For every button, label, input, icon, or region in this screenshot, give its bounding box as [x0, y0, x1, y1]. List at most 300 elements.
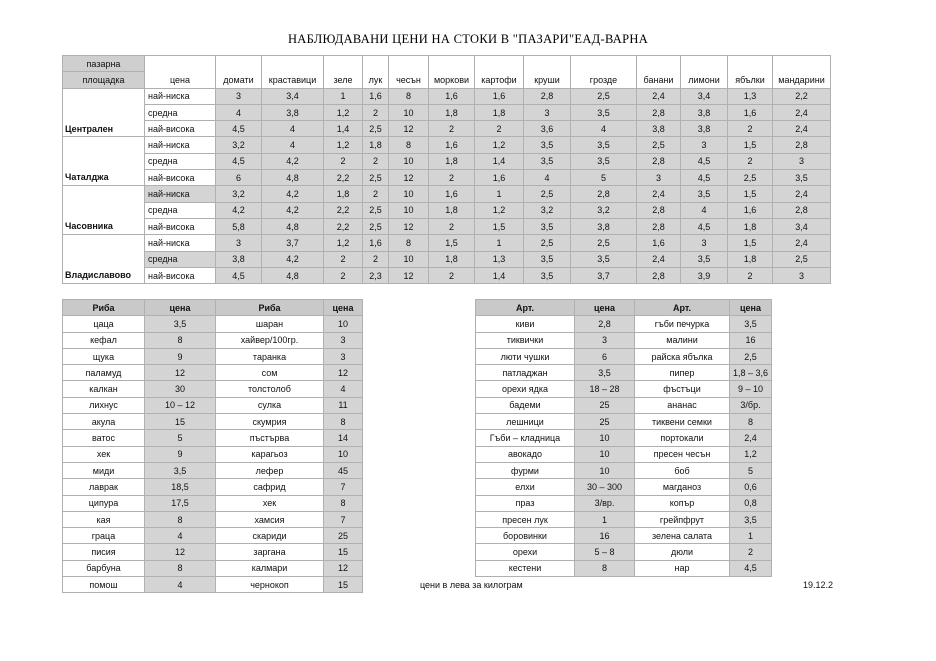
market-name: Централен — [63, 121, 145, 137]
price-value: 8 — [145, 332, 216, 348]
price-value: 1,5 — [475, 218, 524, 234]
price-type: най-висока — [145, 170, 216, 186]
price-value: 1 — [475, 235, 524, 251]
fish-name: сафрид — [216, 479, 324, 495]
price-value: 3,8 — [681, 104, 728, 120]
price-value: 1,6 — [429, 88, 475, 104]
footer-note: цени в лева за килограм — [420, 580, 523, 590]
page-title: НАБЛЮДАВАНИ ЦЕНИ НА СТОКИ В "ПАЗАРИ"ЕАД-ВАРНА — [287, 32, 649, 46]
price-value: 2,2 — [324, 202, 363, 218]
price-value: 1,8 — [429, 104, 475, 120]
table-row — [476, 462, 772, 478]
price-value: 4 — [324, 381, 363, 397]
price-value: 1,2 — [475, 137, 524, 153]
price-value: 16 — [575, 528, 635, 544]
price-row — [63, 235, 831, 251]
table-row — [476, 430, 772, 446]
header-market: площадка — [63, 72, 145, 88]
price-value: 2,4 — [773, 235, 831, 251]
product-header: чесън — [389, 56, 429, 89]
item-name: гъби печурка — [635, 316, 730, 332]
price-value: 1,6 — [728, 202, 773, 218]
product-header: банани — [637, 56, 681, 89]
price-value: 1,4 — [475, 267, 524, 283]
fish-name: кефал — [63, 332, 145, 348]
price-value: 2 — [730, 544, 772, 560]
price-value: 1,8 – 3,6 — [730, 365, 772, 381]
market-name: Часовника — [63, 218, 145, 234]
item-name: фъстъци — [635, 381, 730, 397]
fish-name: хайвер/100гр. — [216, 332, 324, 348]
price-value: 4,8 — [262, 267, 324, 283]
price-value: 1 — [324, 88, 363, 104]
price-value: 12 — [324, 365, 363, 381]
price-value: 2,4 — [773, 186, 831, 202]
price-value: 3,5 — [145, 462, 216, 478]
price-type: средна — [145, 153, 216, 169]
product-header: ябълки — [728, 56, 773, 89]
item-name: боб — [635, 462, 730, 478]
price-value: 3,8 — [216, 251, 262, 267]
price-value: 2 — [728, 153, 773, 169]
fish-name: скумрия — [216, 414, 324, 430]
price-value: 1,6 — [429, 186, 475, 202]
product-header: моркови — [429, 56, 475, 89]
price-value: 15 — [324, 544, 363, 560]
item-name: лешници — [476, 414, 575, 430]
price-value: 3 — [524, 104, 571, 120]
price-value: 3,5 — [571, 104, 637, 120]
table-row — [63, 414, 363, 430]
table-row — [63, 544, 363, 560]
price-value: 3 — [637, 170, 681, 186]
price-value: 3 — [773, 267, 831, 283]
price-value: 4,2 — [262, 186, 324, 202]
price-value: 4,5 — [681, 153, 728, 169]
item-name: тиквички — [476, 332, 575, 348]
price-value: 3,5 — [524, 153, 571, 169]
product-header: зеле — [324, 56, 363, 89]
price-value: 3 — [324, 332, 363, 348]
price-value: 2,8 — [637, 202, 681, 218]
market-name — [63, 153, 145, 169]
price-value: 2,2 — [324, 170, 363, 186]
price-value: 1,2 — [475, 202, 524, 218]
fish-header: Риба — [216, 300, 324, 316]
price-value: 8 — [145, 560, 216, 576]
market-name — [63, 186, 145, 202]
price-value: 4,2 — [262, 153, 324, 169]
item-name: кестени — [476, 560, 575, 576]
price-value: 1,4 — [475, 153, 524, 169]
price-value: 4,5 — [730, 560, 772, 576]
price-value: 4 — [145, 528, 216, 544]
price-value: 3,2 — [524, 202, 571, 218]
table-row — [63, 479, 363, 495]
item-name: елхи — [476, 479, 575, 495]
price-value: 8 — [389, 88, 429, 104]
price-value: 17,5 — [145, 495, 216, 511]
item-name: праз — [476, 495, 575, 511]
table-row — [476, 414, 772, 430]
price-value: 4,5 — [216, 267, 262, 283]
price-value: 4 — [216, 104, 262, 120]
price-value: 1 — [575, 511, 635, 527]
table-row — [63, 560, 363, 576]
price-value: 3,5 — [524, 267, 571, 283]
product-header: домати — [216, 56, 262, 89]
price-value: 12 — [389, 267, 429, 283]
price-row — [63, 88, 831, 104]
price-row — [63, 153, 831, 169]
item-name: зелена салата — [635, 528, 730, 544]
fish-name: граца — [63, 528, 145, 544]
price-value: 2 — [429, 267, 475, 283]
price-value: 12 — [389, 218, 429, 234]
price-value: 3,5 — [730, 316, 772, 332]
price-value: 3,4 — [262, 88, 324, 104]
price-value: 2,8 — [637, 153, 681, 169]
price-value: 4 — [262, 121, 324, 137]
price-value: 3,8 — [571, 218, 637, 234]
price-value: 3,7 — [571, 267, 637, 283]
fish-name: калмари — [216, 560, 324, 576]
price-value: 2 — [429, 218, 475, 234]
price-value: 1,5 — [728, 137, 773, 153]
price-value: 4,8 — [262, 170, 324, 186]
price-value: 3,8 — [681, 121, 728, 137]
item-header: Арт. — [635, 300, 730, 316]
price-value: 1,6 — [429, 137, 475, 153]
price-value: 2,5 — [637, 137, 681, 153]
price-value: 0,8 — [730, 495, 772, 511]
price-value: 2,2 — [773, 88, 831, 104]
price-value: 10 — [575, 462, 635, 478]
price-value: 12 — [389, 170, 429, 186]
price-value: 2 — [324, 251, 363, 267]
fish-name: паламуд — [63, 365, 145, 381]
price-value: 1,8 — [728, 218, 773, 234]
item-name: портокали — [635, 430, 730, 446]
price-value: 14 — [324, 430, 363, 446]
item-name: дюли — [635, 544, 730, 560]
market-name: Чаталджа — [63, 170, 145, 186]
price-value: 15 — [145, 414, 216, 430]
product-header: круши — [524, 56, 571, 89]
item-name: магданоз — [635, 479, 730, 495]
price-value: 3 — [216, 235, 262, 251]
price-value: 4 — [145, 577, 216, 593]
price-value: 4,2 — [262, 202, 324, 218]
price-value: 2,8 — [524, 88, 571, 104]
price-value: 2 — [324, 267, 363, 283]
price-value: 25 — [324, 528, 363, 544]
table-row — [63, 528, 363, 544]
price-value: 3,5 — [571, 153, 637, 169]
market-name — [63, 104, 145, 120]
price-row — [63, 218, 831, 234]
price-value: 12 — [389, 121, 429, 137]
table-row — [63, 462, 363, 478]
product-header: лук — [363, 56, 389, 89]
price-type: средна — [145, 104, 216, 120]
price-row — [63, 267, 831, 283]
price-value: 11 — [324, 397, 363, 413]
price-type: най-ниска — [145, 235, 216, 251]
price-value: 3 — [773, 153, 831, 169]
price-value: 2,5 — [524, 186, 571, 202]
price-value: 1,6 — [363, 88, 389, 104]
fish-name: хамсия — [216, 511, 324, 527]
market-name — [63, 137, 145, 153]
fish-name: шаран — [216, 316, 324, 332]
price-value: 10 — [324, 316, 363, 332]
price-value: 3 — [681, 235, 728, 251]
header-row — [476, 300, 772, 316]
price-value: 1,8 — [475, 104, 524, 120]
price-header: цена — [324, 300, 363, 316]
product-header: краставици — [262, 56, 324, 89]
price-value: 9 — [145, 348, 216, 364]
price-value: 4,8 — [262, 218, 324, 234]
price-row — [63, 121, 831, 137]
item-name: тиквени семки — [635, 414, 730, 430]
item-header: Арт. — [476, 300, 575, 316]
price-value: 1,6 — [363, 235, 389, 251]
item-name: пипер — [635, 365, 730, 381]
price-value: 3,5 — [571, 251, 637, 267]
price-value: 4 — [681, 202, 728, 218]
price-value: 30 — [145, 381, 216, 397]
item-name: киви — [476, 316, 575, 332]
market-name — [63, 251, 145, 267]
price-value: 6 — [216, 170, 262, 186]
price-value: 2,5 — [730, 348, 772, 364]
fish-name: толстолоб — [216, 381, 324, 397]
price-value: 1,8 — [324, 186, 363, 202]
market-prices-body — [63, 56, 831, 284]
price-value: 1,2 — [324, 137, 363, 153]
price-value: 3,2 — [216, 137, 262, 153]
header-price: цена — [145, 56, 216, 89]
price-value: 10 — [389, 186, 429, 202]
fish-name: сом — [216, 365, 324, 381]
price-value: 2,5 — [728, 170, 773, 186]
price-value: 1,3 — [475, 251, 524, 267]
price-row — [63, 104, 831, 120]
price-value: 3/вр. — [575, 495, 635, 511]
price-value: 4,5 — [216, 121, 262, 137]
item-name: авокадо — [476, 446, 575, 462]
price-value: 7 — [324, 511, 363, 527]
price-value: 8 — [389, 235, 429, 251]
market-prices-table — [62, 55, 831, 284]
table-row — [63, 511, 363, 527]
fish-name: барбуна — [63, 560, 145, 576]
price-value: 1,5 — [728, 186, 773, 202]
price-value: 0,6 — [730, 479, 772, 495]
fish-prices-table — [62, 299, 363, 593]
market-name — [63, 202, 145, 218]
item-name: боровинки — [476, 528, 575, 544]
price-value: 3,2 — [216, 186, 262, 202]
price-value: 5 — [730, 462, 772, 478]
market-name — [63, 235, 145, 251]
price-value: 2,8 — [637, 218, 681, 234]
price-value: 1,5 — [728, 235, 773, 251]
table-row — [63, 397, 363, 413]
fish-name: лихнус — [63, 397, 145, 413]
fish-name: ватос — [63, 430, 145, 446]
price-value: 2,5 — [773, 251, 831, 267]
price-value: 2 — [728, 267, 773, 283]
table-row — [476, 397, 772, 413]
price-type: най-ниска — [145, 88, 216, 104]
item-name: пресен лук — [476, 511, 575, 527]
price-value: 10 — [389, 202, 429, 218]
price-value: 30 – 300 — [575, 479, 635, 495]
price-header: цена — [575, 300, 635, 316]
price-value: 2,4 — [773, 104, 831, 120]
product-header: мандарини — [773, 56, 831, 89]
price-value: 10 — [575, 430, 635, 446]
price-header: цена — [145, 300, 216, 316]
price-value: 1,6 — [475, 88, 524, 104]
price-row — [63, 137, 831, 153]
fish-name: акула — [63, 414, 145, 430]
price-value: 8 — [730, 414, 772, 430]
price-value: 3,5 — [730, 511, 772, 527]
price-value: 3,5 — [681, 251, 728, 267]
fish-name: кая — [63, 511, 145, 527]
price-value: 5 — [145, 430, 216, 446]
price-value: 2 — [475, 121, 524, 137]
table-row — [63, 365, 363, 381]
price-value: 3,5 — [524, 137, 571, 153]
price-value: 2 — [363, 186, 389, 202]
price-value: 12 — [145, 365, 216, 381]
fish-name: лефер — [216, 462, 324, 478]
item-name: райска ябълка — [635, 348, 730, 364]
price-value: 3,5 — [524, 218, 571, 234]
item-name: орехи — [476, 544, 575, 560]
item-name: копър — [635, 495, 730, 511]
item-name: фурми — [476, 462, 575, 478]
price-value: 3,8 — [262, 104, 324, 120]
price-value: 18 – 28 — [575, 381, 635, 397]
price-value: 2,8 — [571, 186, 637, 202]
price-value: 3,8 — [637, 121, 681, 137]
fish-prices-body — [63, 300, 363, 593]
price-type: най-висока — [145, 121, 216, 137]
price-value: 3/бр. — [730, 397, 772, 413]
table-row — [476, 495, 772, 511]
price-value: 1,2 — [730, 446, 772, 462]
price-value: 1,6 — [728, 104, 773, 120]
table-row — [63, 381, 363, 397]
price-type: най-ниска — [145, 137, 216, 153]
price-value: 2 — [363, 104, 389, 120]
price-value: 6 — [575, 348, 635, 364]
footer-date: 19.12.2 — [803, 580, 834, 590]
price-value: 2,4 — [637, 251, 681, 267]
price-value: 8 — [389, 137, 429, 153]
price-value: 12 — [145, 544, 216, 560]
price-value: 3,5 — [145, 316, 216, 332]
price-value: 3,4 — [681, 88, 728, 104]
fish-name: карагьоз — [216, 446, 324, 462]
price-value: 3,6 — [524, 121, 571, 137]
fish-name: ципура — [63, 495, 145, 511]
price-value: 45 — [324, 462, 363, 478]
table-row — [476, 332, 772, 348]
price-value: 3 — [216, 88, 262, 104]
price-value: 1,8 — [363, 137, 389, 153]
price-value: 16 — [730, 332, 772, 348]
price-value: 18,5 — [145, 479, 216, 495]
price-row — [63, 251, 831, 267]
price-value: 2,4 — [637, 186, 681, 202]
price-value: 2,5 — [571, 88, 637, 104]
price-value: 3,2 — [571, 202, 637, 218]
price-row — [63, 170, 831, 186]
fish-header: Риба — [63, 300, 145, 316]
price-value: 2,8 — [637, 267, 681, 283]
price-value: 1,8 — [429, 251, 475, 267]
price-value: 10 – 12 — [145, 397, 216, 413]
price-value: 7 — [324, 479, 363, 495]
price-value: 2,5 — [363, 218, 389, 234]
table-row — [476, 560, 772, 576]
market-name: Владиславово — [63, 267, 145, 283]
table-row — [476, 365, 772, 381]
price-value: 12 — [324, 560, 363, 576]
fish-name: калкан — [63, 381, 145, 397]
fish-name: миди — [63, 462, 145, 478]
price-value: 1,3 — [728, 88, 773, 104]
price-value: 8 — [145, 511, 216, 527]
price-value: 4,2 — [262, 251, 324, 267]
price-value: 5 – 8 — [575, 544, 635, 560]
table-row — [476, 381, 772, 397]
price-value: 8 — [575, 560, 635, 576]
table-row — [63, 430, 363, 446]
price-value: 2,5 — [571, 235, 637, 251]
price-value: 3,5 — [773, 170, 831, 186]
table-row — [476, 446, 772, 462]
item-name: малини — [635, 332, 730, 348]
price-value: 3 — [681, 137, 728, 153]
price-value: 2 — [429, 121, 475, 137]
table-row — [63, 446, 363, 462]
fish-name: помош — [63, 577, 145, 593]
price-value: 2,5 — [363, 202, 389, 218]
price-value: 1,4 — [324, 121, 363, 137]
table-row — [63, 316, 363, 332]
price-value: 15 — [324, 577, 363, 593]
price-row — [63, 202, 831, 218]
price-value: 2,3 — [363, 267, 389, 283]
product-header: грозде — [571, 56, 637, 89]
price-value: 8 — [324, 414, 363, 430]
header-row — [63, 56, 831, 72]
price-value: 2,4 — [773, 121, 831, 137]
price-value: 2 — [363, 251, 389, 267]
price-value: 9 – 10 — [730, 381, 772, 397]
table-row — [476, 348, 772, 364]
price-value: 3,9 — [681, 267, 728, 283]
price-value: 2,8 — [773, 202, 831, 218]
